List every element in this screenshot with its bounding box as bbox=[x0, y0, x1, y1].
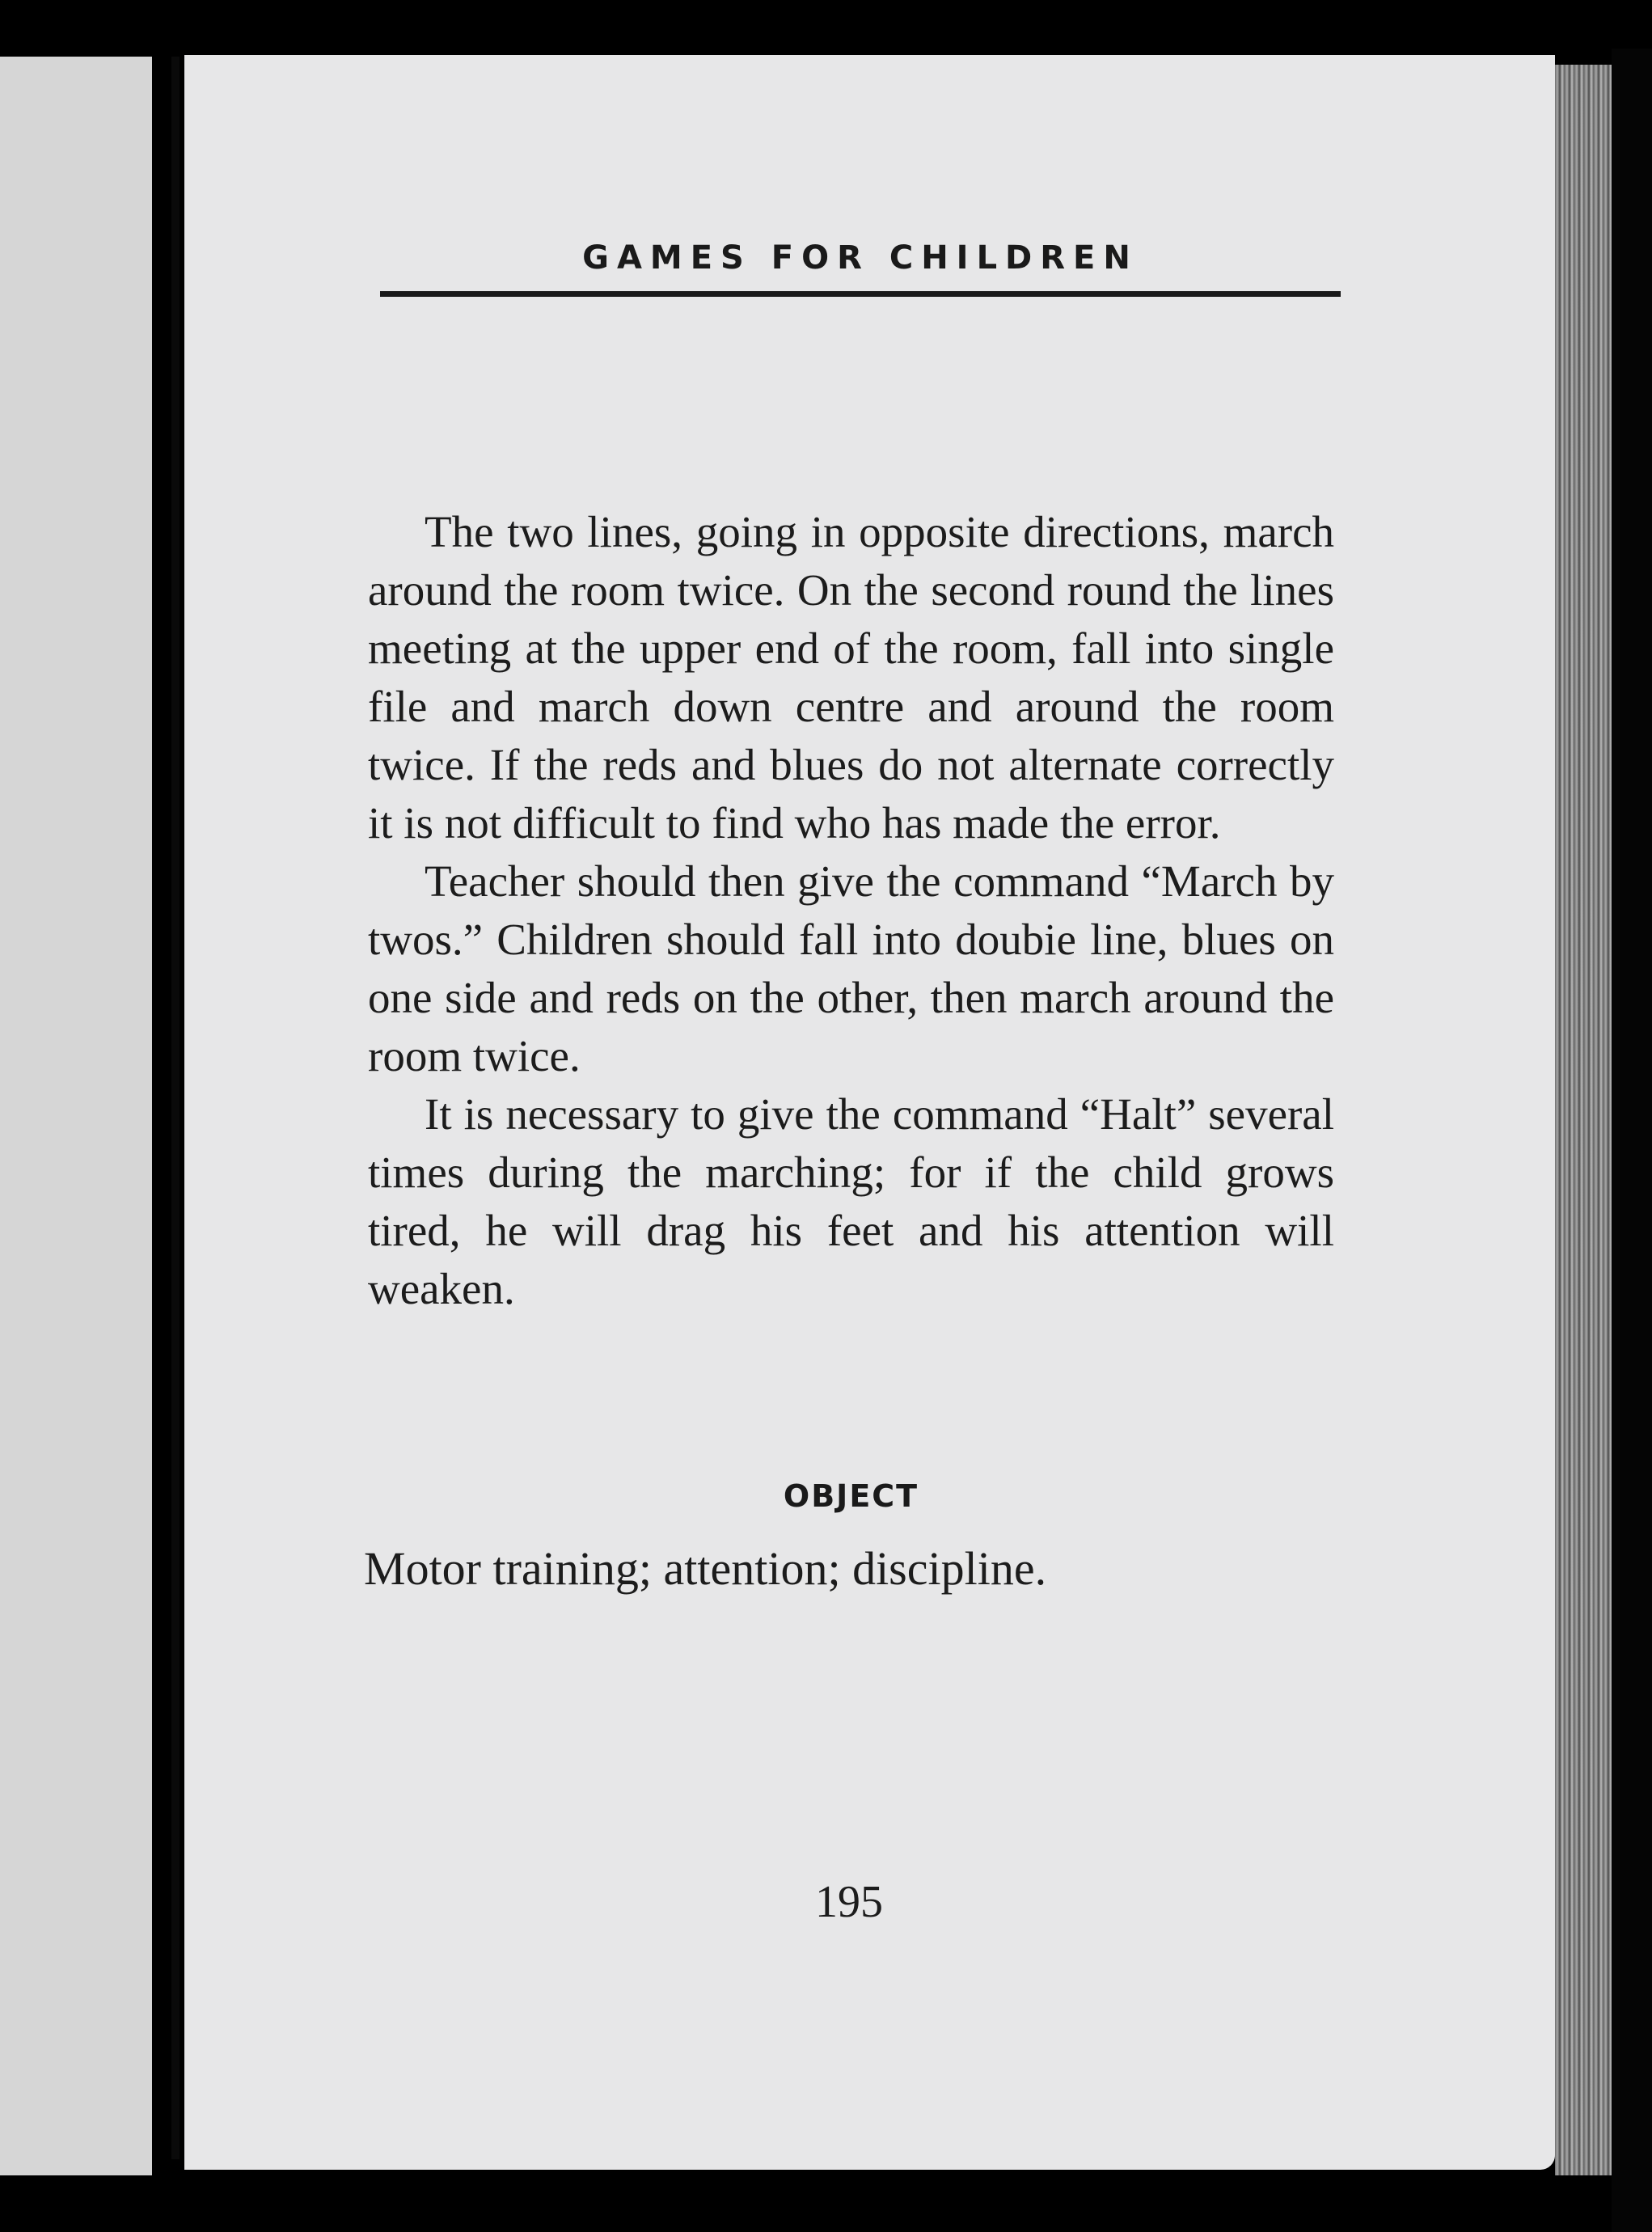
page-fore-edge bbox=[1555, 65, 1612, 2175]
paragraph: It is necessary to give the command “Halt” several times during the marching; for if the child grows tired, he will drag his feet and his attention will weaken. bbox=[368, 1089, 1334, 1313]
paragraph: The two lines, going in opposite directions, march around the room twice. On the second round the lines meeting at the upper end of the room, fall into single file and march down centre and around the room twice. If the reds and blues do not alternate correctly it is not difficult to find who has made the error. bbox=[368, 507, 1334, 848]
gutter-shadow bbox=[171, 57, 180, 2159]
book-cover-edge bbox=[1612, 49, 1652, 2232]
header-rule bbox=[380, 291, 1341, 297]
facing-page-edge bbox=[0, 57, 152, 2175]
page-number: 195 bbox=[815, 1877, 883, 1927]
running-head: GAMES FOR CHILDREN bbox=[582, 239, 1139, 277]
section-heading: OBJECT bbox=[783, 1478, 919, 1514]
paragraph: Teacher should then give the command “March by twos.” Children should fall into doubie line, blues on one side and reds on the other, then march around the room twice. bbox=[368, 856, 1334, 1080]
body-text bbox=[368, 503, 1334, 1318]
object-text: Motor training; attention; discipline. bbox=[364, 1542, 1047, 1595]
